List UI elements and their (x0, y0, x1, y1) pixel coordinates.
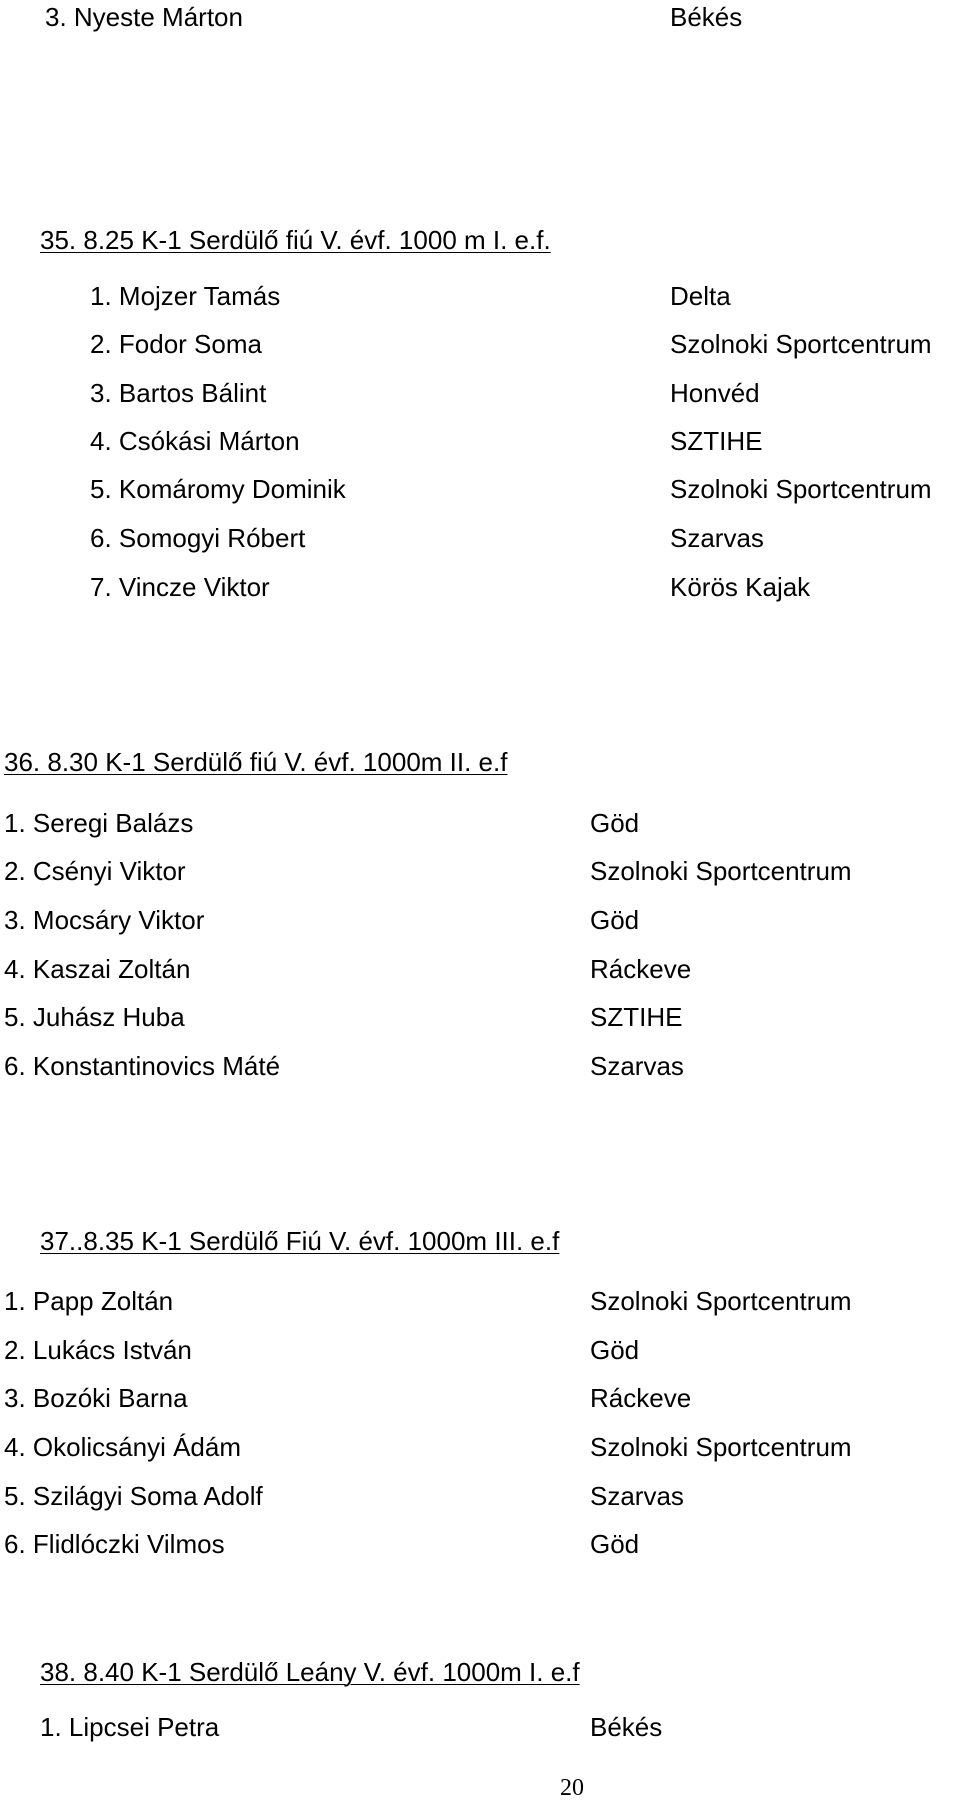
result-club: SZTIHE (670, 426, 763, 456)
result-club: Körös Kajak (670, 572, 811, 602)
result-club: Szarvas (670, 523, 764, 553)
result-name: 2. Fodor Soma (90, 329, 262, 359)
result-name: 3. Bartos Bálint (90, 378, 267, 408)
result-club: SZTIHE (590, 1002, 683, 1032)
result-name: 4. Okolicsányi Ádám (4, 1432, 241, 1462)
result-club: Szarvas (590, 1051, 684, 1081)
section-heading: 38. 8.40 K-1 Serdülő Leány V. évf. 1000m I. e.f (40, 1657, 580, 1687)
result-club: Szolnoki Sportcentrum (590, 1286, 852, 1316)
result-name: 1. Mojzer Tamás (90, 281, 281, 311)
result-club: Ráckeve (590, 1383, 692, 1413)
result-name: 1. Lipcsei Petra (40, 1712, 220, 1742)
result-club: Göd (590, 808, 640, 838)
section-heading: 37..8.35 K-1 Serdülő Fiú V. évf. 1000m III. e.f (40, 1226, 560, 1256)
result-club: Szolnoki Sportcentrum (670, 329, 932, 359)
result-name: 2. Lukács István (4, 1335, 192, 1365)
result-club: Honvéd (670, 378, 760, 408)
result-club: Szolnoki Sportcentrum (590, 1432, 852, 1462)
result-club: Göd (590, 1335, 640, 1365)
result-club: Ráckeve (590, 954, 692, 984)
result-club: Szolnoki Sportcentrum (670, 474, 932, 504)
result-name: 3. Bozóki Barna (4, 1383, 188, 1413)
result-name: 3. Mocsáry Viktor (4, 905, 205, 935)
result-name: 6. Flidlóczki Vilmos (4, 1529, 225, 1559)
result-name: 3. Nyeste Márton (45, 2, 243, 32)
result-name: 5. Komáromy Dominik (90, 474, 346, 504)
result-club: Békés (670, 2, 743, 32)
result-name: 5. Szilágyi Soma Adolf (4, 1481, 263, 1511)
result-club: Szarvas (590, 1481, 684, 1511)
result-club: Göd (590, 1529, 640, 1559)
page-number: 20 (560, 1775, 584, 1801)
result-name: 7. Vincze Viktor (90, 572, 270, 602)
result-club: Göd (590, 905, 640, 935)
result-name: 6. Somogyi Róbert (90, 523, 306, 553)
result-name: 1. Seregi Balázs (4, 808, 194, 838)
result-club: Szolnoki Sportcentrum (590, 856, 852, 886)
result-name: 2. Csényi Viktor (4, 856, 186, 886)
result-club: Delta (670, 281, 731, 311)
section-heading: 36. 8.30 K-1 Serdülő fiú V. évf. 1000m II. e.f (4, 747, 508, 777)
section-heading: 35. 8.25 K-1 Serdülő fiú V. évf. 1000 m I. e.f. (40, 225, 551, 255)
result-club: Békés (590, 1712, 663, 1742)
result-name: 5. Juhász Huba (4, 1002, 185, 1032)
result-name: 1. Papp Zoltán (4, 1286, 174, 1316)
result-name: 4. Kaszai Zoltán (4, 954, 191, 984)
result-name: 6. Konstantinovics Máté (4, 1051, 281, 1081)
result-name: 4. Csókási Márton (90, 426, 300, 456)
